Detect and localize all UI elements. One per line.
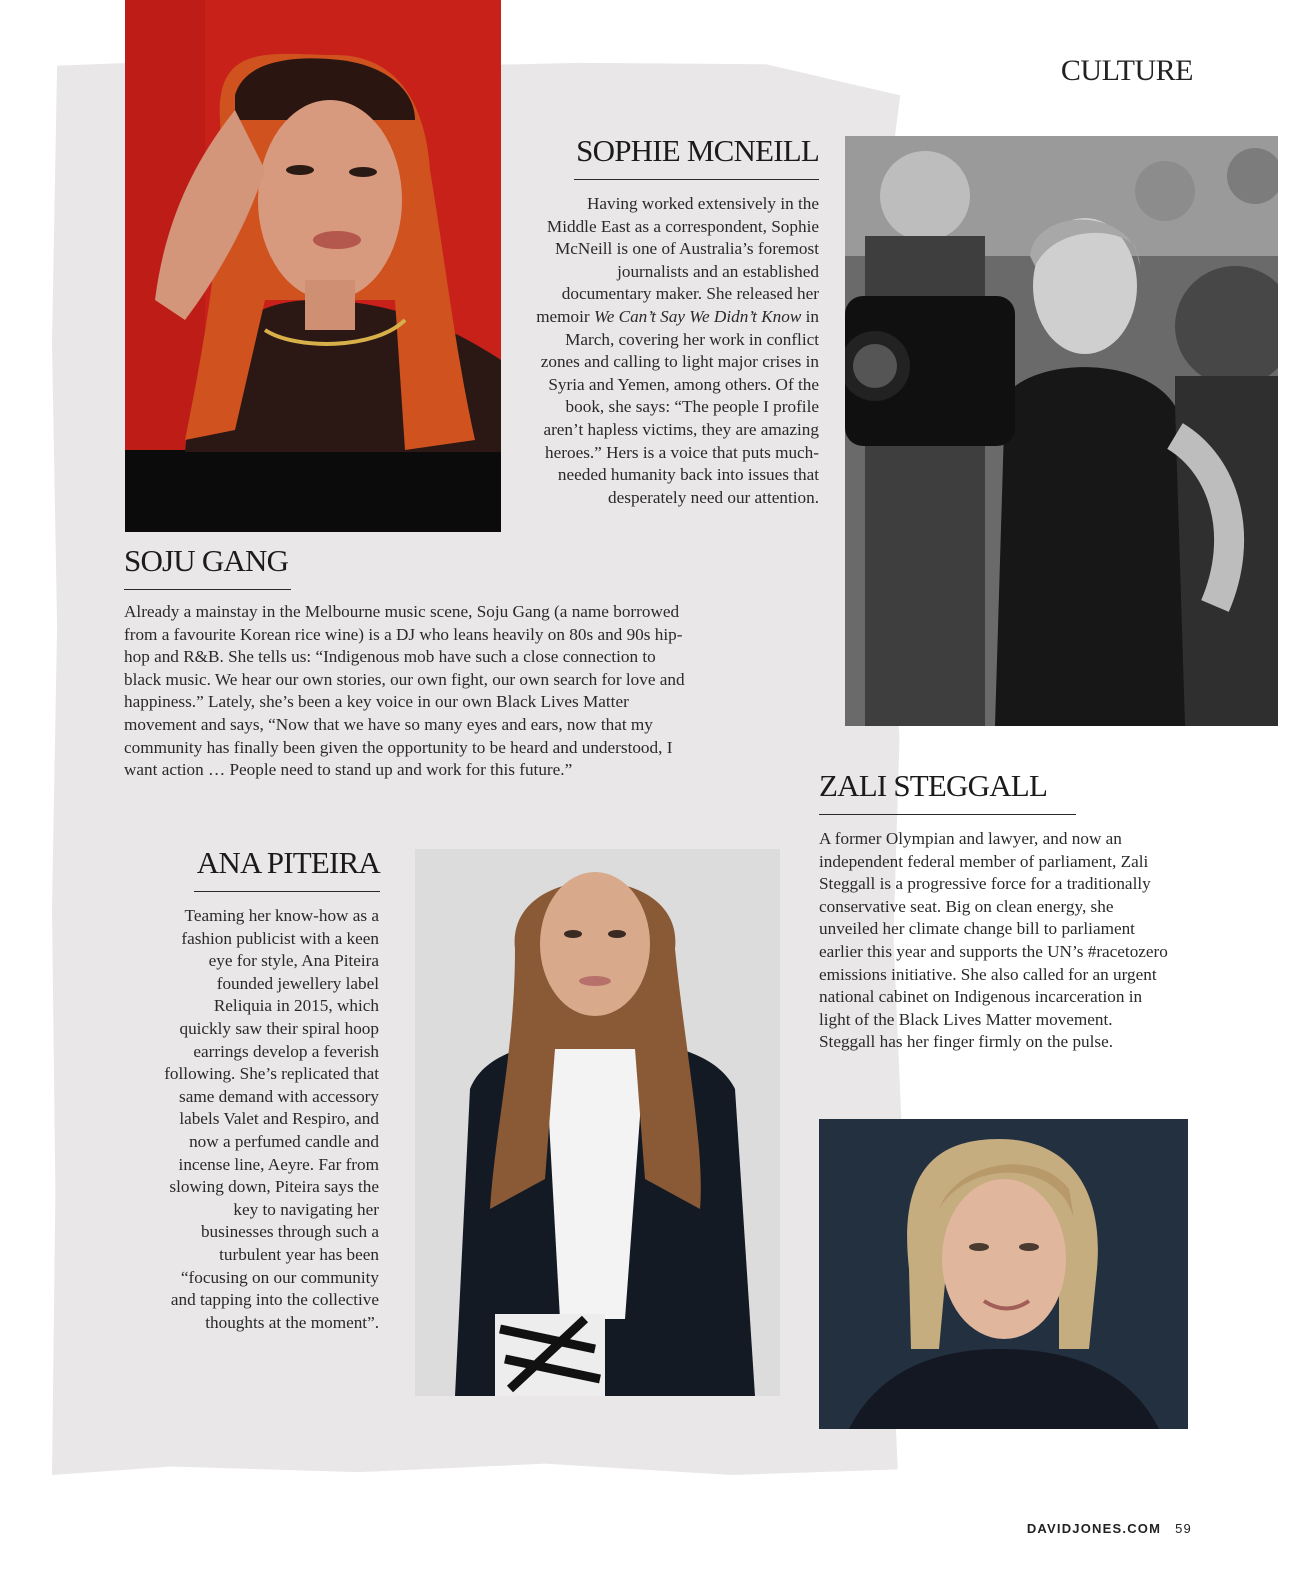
sophie-bio-text-2: in March, covering her work in conflict zones and calling to light major crises in Syria and Yemen, among others. Of the book, she says: “The people I profile aren’t hapless victims, they are amazing heroes.” Hers is a voice that puts much-needed humanity back into issues that desperately need our attention. [540, 306, 819, 507]
page-footer [1027, 1521, 1192, 1536]
soju-gang-name: SOJU GANG [124, 543, 291, 590]
sophie-mcneill-photo [845, 136, 1278, 726]
sophie-bio-text-1: Having worked extensively in the Middle East as a correspondent, Sophie McNeill is one of Australia’s foremost journalists and an established documentary maker. She released her memoir [536, 194, 819, 326]
zali-steggall-bio: A former Olympian and lawyer, and now an independent federal member of parliament, Zali Steggall is a progressive force for a traditionally conservative seat. Big on clean energy, she unveiled her climate change bill to parliament earlier this year and supports the UN’s #racetozero emissions initiative. She also called for an urgent national cabinet on Indigenous incarceration in light of the Black Lives Matter movement. Steggall has her finger firmly on the pulse. [819, 829, 1168, 1052]
zali-steggall-name: ZALI STEGGALL [819, 768, 1076, 815]
sophie-mcneill-name: SOPHIE MCNEILL [574, 133, 819, 180]
soju-gang-photo [125, 0, 501, 532]
soju-gang-bio: Already a mainstay in the Melbourne music scene, Soju Gang (a name borrowed from a favourite Korean rice wine) is a DJ who leans heavily on 80s and 90s hip-hop and R&B. She tells us: “Indigenous mob have such a close connection to black music. We hear our own stories, our own fight, our own search for love and happiness.” Lately, she’s been a key voice in our own Black Lives Matter movement and says, “Now that we have so many eyes and ears, now that my community has finally been given the opportunity to be heard and understood, I want action … People need to stand up and work for this future.” [124, 602, 685, 780]
section-label: CULTURE [1060, 54, 1193, 87]
ana-piteira-bio: Teaming her know-how as a fashion publicist with a keen eye for style, Ana Piteira founded jewellery label Reliquia in 2015, which quickly saw their spiral hoop earrings develop a feverish following. She’s replicated that same demand with accessory labels Valet and Respiro, and now a perfumed candle and incense line, Aeyre. Far from slowing down, Piteira says the key to navigating her businesses through such a turbulent year has been “focusing on our community and tapping into the collective thoughts at the moment”. [164, 906, 379, 1332]
sophie-book-title: We Can’t Say We Didn’t Know [593, 306, 802, 326]
footer-site: DAVIDJONES.COM [1026, 1521, 1162, 1536]
ana-piteira-name: ANA PITEIRA [194, 845, 380, 892]
zali-steggall-photo [819, 1119, 1188, 1429]
page-number: 59 [1175, 1521, 1192, 1536]
sophie-mcneill-bio [534, 193, 819, 509]
ana-piteira-photo [415, 849, 780, 1396]
